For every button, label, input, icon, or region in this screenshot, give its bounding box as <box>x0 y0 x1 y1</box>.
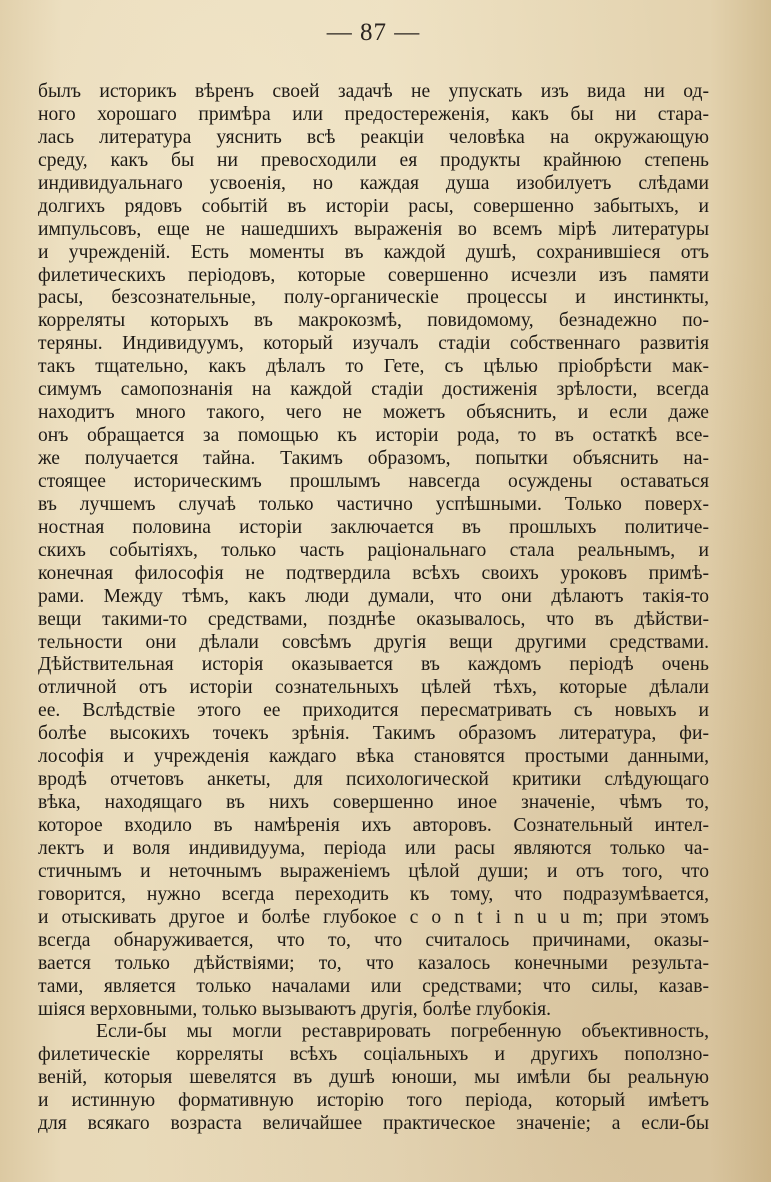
text-line: ностная половина исторіи заключается въ прошлыхъ политиче- <box>38 516 709 538</box>
text-line: импульсовъ, еще не нашедшихъ выраженія во всемъ мірѣ литературы <box>38 218 709 240</box>
text-line: веній, которыя шевелятся въ душѣ юноши, мы имѣли бы реальную <box>38 1067 709 1089</box>
text-line: же получается тайна. Такимъ образомъ, попытки объяснить на- <box>38 448 709 469</box>
body-text <box>38 81 709 1136</box>
text-line: вается только дѣйствіями; то, что казалось конечными результа- <box>38 952 709 974</box>
text-line: для всякаго возраста величайшее практическое значеніе; а если-бы <box>38 1113 709 1135</box>
text-line: расы, безсознательные, полу-органическіе процессы и инстинкты, <box>38 287 709 309</box>
text-line: вещи такими-то средствами, позднѣе оказывалось, что въ дѣйстви- <box>38 608 709 630</box>
text-line: индивидуальнаго усвоенія, но каждая душа изобилуетъ слѣдами <box>38 172 709 194</box>
text-line: Дѣйствительная исторія оказывается въ каждомъ періодѣ очень <box>38 654 709 676</box>
text-line: онъ обращается за помощью къ исторіи рода, то въ остаткѣ все- <box>38 425 709 447</box>
text-line: тельности они дѣлали совсѣмъ другія вещи другими средствами. <box>38 631 709 653</box>
text-line: конечная философія не подтвердила всѣхъ своихъ уроковъ примѣ- <box>38 562 709 584</box>
text-line: и отыскивать другое и болѣе глубокое c o n t i n u u m; при этомъ <box>38 906 709 928</box>
page-number: — 87 — <box>326 19 421 46</box>
text-line: находитъ много такого, чего не можетъ объяснить, и если даже <box>38 402 709 424</box>
text-line: рами. Между тѣмъ, какъ люди думали, что они дѣлаютъ такія-то <box>38 585 709 607</box>
text-line: и истинную формативную исторію того періода, который имѣетъ <box>38 1090 709 1112</box>
text-line: ее. Вслѣдствіе этого ее приходится пересматривать съ новыхъ и <box>38 700 709 722</box>
text-line: среду, какъ бы ни превосходили ея продукты крайнюю степень <box>38 149 709 171</box>
text-line: стоящее историческимъ прошлымъ навсегда осуждены оставаться <box>38 470 709 492</box>
text-line: отличной отъ исторіи сознательныхъ цѣлей тѣхъ, которые дѣлали <box>38 677 709 699</box>
text-line: скихъ событіяхъ, только часть раціональнаго стала реальнымъ, и <box>38 539 709 561</box>
text-line: вродѣ отчетовъ анкеты, для психологической критики слѣдующаго <box>38 769 709 791</box>
text-line: симумъ самопознанія на каждой стадіи достиженія зрѣлости, всегда <box>38 379 709 401</box>
text-line: корреляты которыхъ въ макрокозмѣ, повидомому, безнадежно по- <box>38 310 709 332</box>
text-line: ного хорошаго примѣра или предостереженія, какъ бы ни стара- <box>38 103 709 125</box>
text-line: которое входило въ намѣренія ихъ авторовъ. Сознательный интел- <box>38 815 709 836</box>
text-line: Если-бы мы могли реставрировать погребенную объективность, <box>96 1021 709 1043</box>
text-line: филетическихъ періодовъ, которые совершенно исчезли изъ памяти <box>38 264 709 286</box>
text-line: всегда обнаруживается, что то, что считалось причинами, оказы- <box>38 929 709 951</box>
text-line: былъ историкъ вѣренъ своей задачѣ не упускать изъ вида ни од- <box>38 81 709 102</box>
text-line: такъ тщательно, какъ дѣлалъ то Гете, съ цѣлью пріобрѣсти мак- <box>38 356 709 378</box>
text-line: филетическіе корреляты всѣхъ соціальныхъ и другихъ поползно- <box>38 1044 709 1066</box>
text-line: тами, является только началами или средствами; что силы, казав- <box>38 975 709 997</box>
text-line: вѣка, находящаго въ нихъ совершенно иное значеніе, чѣмъ то, <box>38 792 709 814</box>
text-line: шіяся верховными, только вызываютъ другія, болѣе глубокія. <box>38 998 552 1020</box>
text-line: въ лучшемъ случаѣ только частично успѣшными. Только поверх- <box>38 493 709 515</box>
text-line: лектъ и воля индивидуума, періода или расы являются только ча- <box>38 837 709 859</box>
text-line: говорится, нужно всегда переходить къ тому, что подразумѣвается, <box>38 883 709 905</box>
text-line: долгихъ рядовъ событій въ исторіи расы, совершенно забытыхъ, и <box>38 195 709 217</box>
text-line: лась литература уяснить всѣ реакціи человѣка на окружающую <box>38 126 709 148</box>
text-line: стичнымъ и неточнымъ выраженіемъ цѣлой души; и отъ того, что <box>38 860 709 882</box>
text-line: болѣе высокихъ точекъ зрѣнія. Такимъ образомъ литература, фи- <box>38 723 709 745</box>
text-line: и учрежденій. Есть моменты въ каждой душѣ, сохранившіеся отъ <box>38 241 709 263</box>
text-line: лософія и учрежденія каждаго вѣка становятся простыми данными, <box>38 746 709 768</box>
text-line: теряны. Индивидуумъ, который изучалъ стадіи собственнаго развитія <box>38 333 709 355</box>
